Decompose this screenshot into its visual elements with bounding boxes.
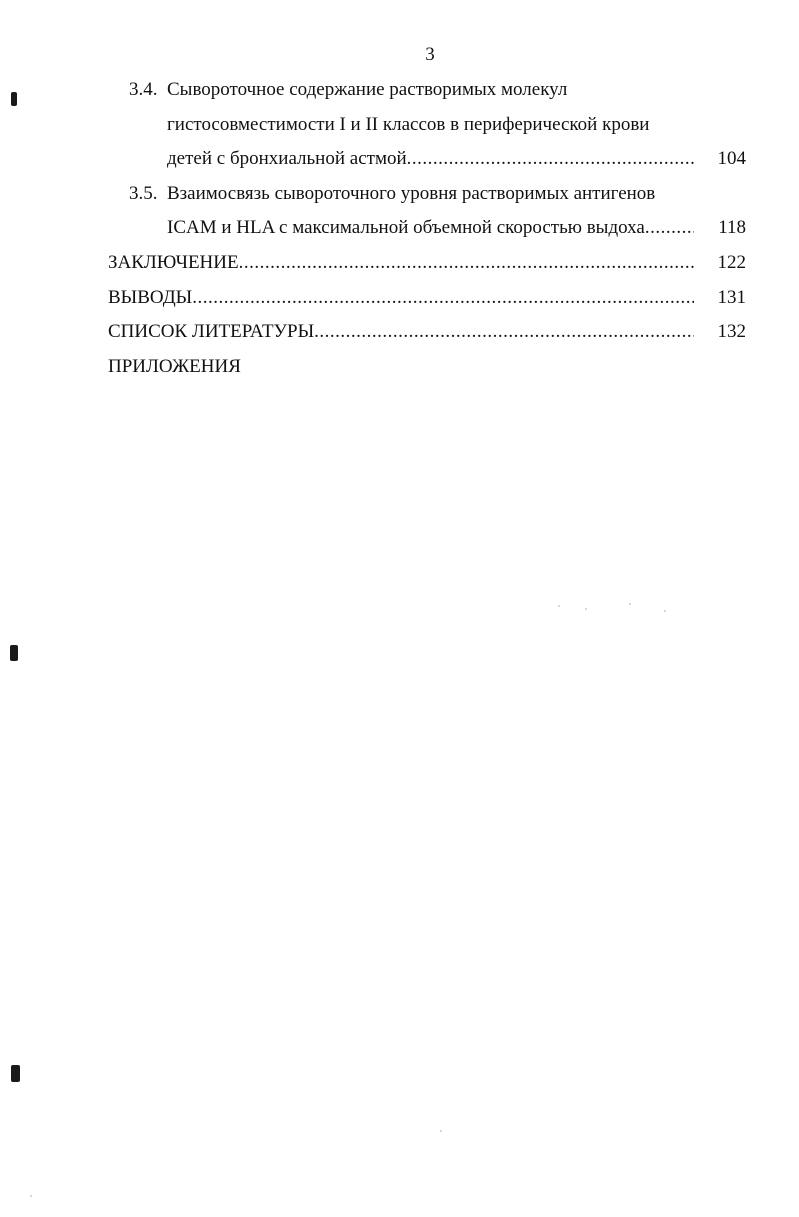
toc-section-conclusion[interactable] [108, 251, 746, 275]
toc-entry-3-4-line-2 [167, 113, 649, 137]
toc-entry-3-4-title-line-2: гистосовместимости I и II классов в периферической крови [167, 114, 650, 135]
toc-section-findings-title: ВЫВОДЫ [108, 287, 193, 308]
scan-mark [10, 645, 18, 661]
toc-entry-3-4-line-3[interactable] [167, 147, 746, 171]
toc-section-appendices[interactable] [108, 355, 241, 379]
scan-speck [585, 608, 587, 610]
toc-entry-3-5-title-line-1: Взаимосвязь сывороточного уровня растворимых антигенов [167, 183, 656, 204]
toc-entry-3-4-line-1 [129, 78, 567, 102]
leader-dots [407, 147, 694, 171]
scan-speck [30, 1195, 32, 1197]
scan-mark [11, 1065, 20, 1082]
toc-section-conclusion-page: 122 [717, 252, 746, 273]
toc-section-findings-page: 131 [717, 287, 746, 308]
scan-speck [558, 605, 560, 607]
toc-entry-3-5-line-1 [129, 182, 655, 206]
toc-entry-3-5-number: 3.5. [129, 183, 158, 204]
toc-section-conclusion-title: ЗАКЛЮЧЕНИЕ [108, 252, 239, 273]
toc-section-appendices-title: ПРИЛОЖЕНИЯ [108, 356, 241, 377]
toc-section-references[interactable] [108, 320, 746, 344]
toc-entry-3-4-title-line-3: детей с бронхиальной астмой [167, 148, 407, 169]
scan-speck [664, 610, 666, 612]
scan-speck [629, 603, 631, 605]
leader-dots [192, 286, 694, 310]
toc-section-references-page: 132 [717, 321, 746, 342]
toc-entry-3-5-line-2[interactable] [167, 216, 746, 240]
toc-section-findings[interactable] [108, 286, 746, 310]
scan-mark [11, 92, 17, 106]
toc-entry-3-4-title-line-1: Сывороточное содержание растворимых молекул [167, 79, 568, 100]
toc-entry-3-4-page: 104 [717, 148, 746, 169]
toc-entry-3-5-title-line-2: ICAM и HLA с максимальной объемной скоростью выдоха [167, 217, 645, 238]
leader-dots [239, 251, 694, 275]
leader-dots [645, 216, 694, 240]
scan-speck [440, 1130, 442, 1132]
leader-dots [314, 320, 694, 344]
toc-entry-3-5-page: 118 [718, 217, 746, 238]
toc-section-references-title: СПИСОК ЛИТЕРАТУРЫ [108, 321, 315, 342]
toc-entry-3-4-number: 3.4. [129, 79, 158, 100]
page-number: 3 [425, 44, 435, 65]
